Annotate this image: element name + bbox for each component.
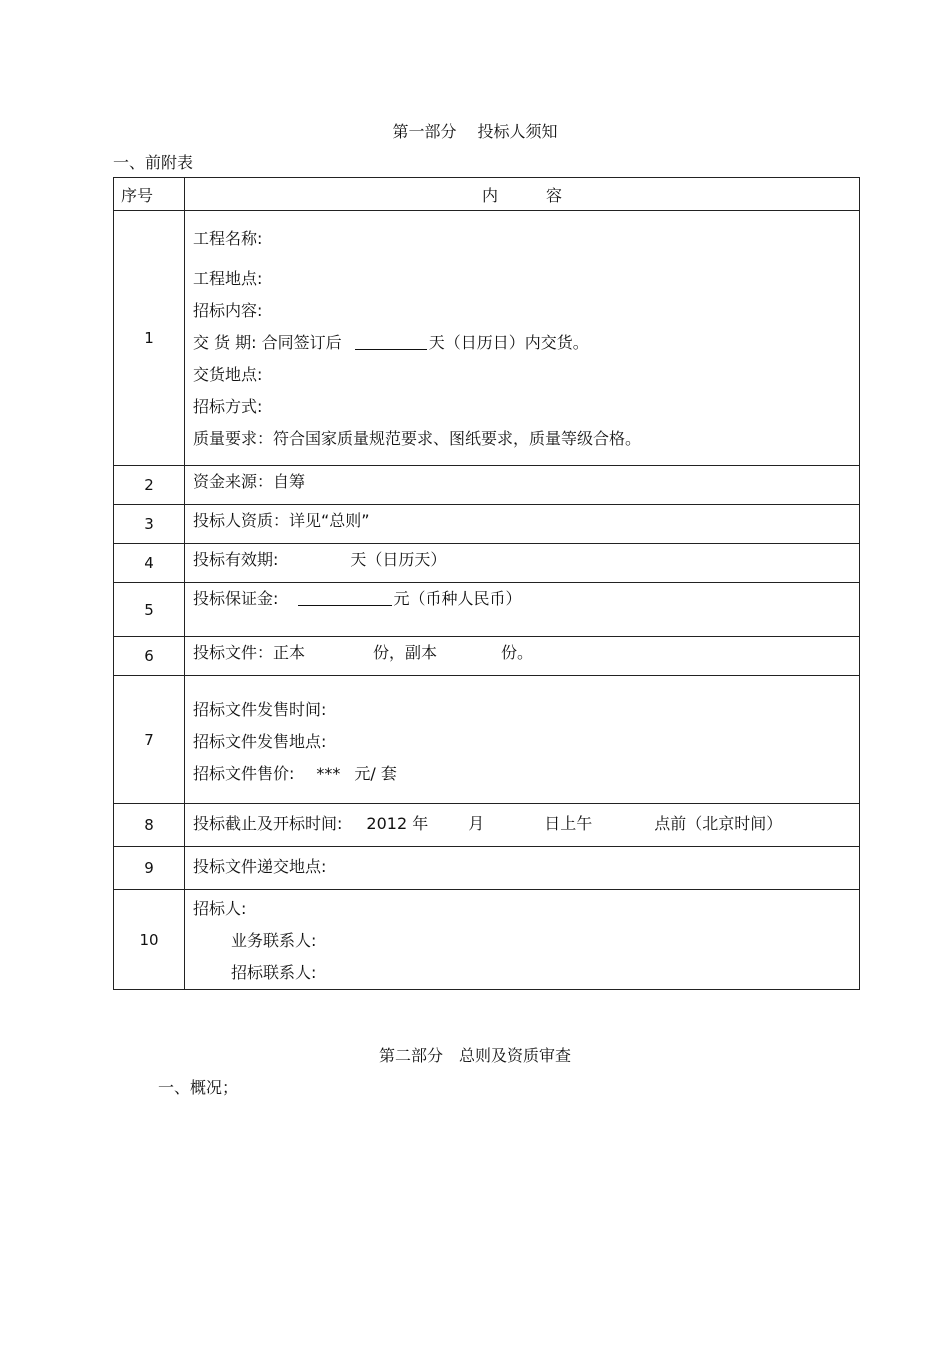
price-value: *** <box>316 764 341 783</box>
table-header-row <box>114 178 860 211</box>
row-content <box>185 637 860 676</box>
tender-content-label: 招标内容: <box>193 301 263 320</box>
row-num: 9 <box>114 847 185 890</box>
tender-method-label: 招标方式: <box>193 397 263 416</box>
deadline-year: 2012 年 <box>366 814 429 833</box>
table-row <box>114 847 860 890</box>
bond-label: 投标保证金: <box>193 589 279 608</box>
table-row <box>114 583 860 637</box>
delivery-label: 交 货 期: <box>193 333 257 352</box>
row-content <box>185 847 860 890</box>
business-contact-label: 业务联系人: <box>231 931 317 950</box>
sale-time-label: 招标文件发售时间: <box>193 700 327 719</box>
info-table <box>113 177 860 990</box>
row-num: 6 <box>114 637 185 676</box>
deadline-month: 月 <box>468 814 485 833</box>
delivery-line <box>193 327 859 359</box>
copies-label: 投标文件：正本 <box>193 643 306 662</box>
validity-unit: 天（日历天） <box>350 550 447 569</box>
table-row <box>114 676 860 804</box>
sale-place-label: 招标文件发售地点: <box>193 732 327 751</box>
price-label: 招标文件售价: <box>193 764 295 783</box>
table-row <box>114 544 860 583</box>
row-content <box>185 583 860 637</box>
quality-requirement: 质量要求：符合国家质量规范要求、图纸要求，质量等级合格。 <box>193 429 642 448</box>
validity-line <box>193 544 859 576</box>
submission-place: 投标文件递交地点: <box>193 857 327 876</box>
table-row <box>114 637 860 676</box>
row-content <box>185 676 860 804</box>
part1-title: 第一部分 投标人须知 <box>392 122 558 141</box>
deadline-day: 日上午 <box>544 814 593 833</box>
copies-line <box>193 637 859 669</box>
part1-section-heading: 一、前附表 <box>113 153 194 172</box>
row-num: 5 <box>114 583 185 637</box>
copies-mid: 份，副本 <box>373 643 438 662</box>
header-num: 序号 <box>114 178 185 211</box>
row-content <box>185 466 860 505</box>
part2-title: 第二部分 总则及资质审查 <box>378 1046 571 1065</box>
delivery-place-label: 交货地点: <box>193 365 263 384</box>
bond-unit: 元（币种人民币） <box>393 589 522 608</box>
row-content <box>185 804 860 847</box>
bidder-qualification: 投标人资质：详见“总则” <box>193 511 370 530</box>
bond-blank <box>298 589 392 606</box>
row-num: 8 <box>114 804 185 847</box>
delivery-pre: 合同签订后 <box>261 333 342 352</box>
project-location-label: 工程地点: <box>193 269 263 288</box>
delivery-blank <box>355 333 427 350</box>
price-line <box>193 758 859 790</box>
bond-line <box>193 583 859 615</box>
deadline-line <box>193 804 859 844</box>
table-row <box>114 211 860 466</box>
row-num: 1 <box>114 211 185 466</box>
project-name-label: 工程名称: <box>193 229 263 248</box>
header-content: 内 容 <box>185 178 860 211</box>
table-row <box>114 890 860 990</box>
row-num: 3 <box>114 505 185 544</box>
table-row <box>114 804 860 847</box>
validity-label: 投标有效期: <box>193 550 279 569</box>
tender-contact-label: 招标联系人: <box>231 963 317 982</box>
row-content <box>185 211 860 466</box>
deadline-hour: 点前（北京时间） <box>654 814 783 833</box>
row-content <box>185 890 860 990</box>
row-content <box>185 544 860 583</box>
row-content <box>185 505 860 544</box>
delivery-post: 天（日历日）内交货。 <box>428 333 589 352</box>
row-num: 7 <box>114 676 185 804</box>
row-num: 4 <box>114 544 185 583</box>
table-row <box>114 505 860 544</box>
deadline-label: 投标截止及开标时间: <box>193 814 343 833</box>
copies-end: 份。 <box>501 643 534 662</box>
fund-source: 资金来源：自筹 <box>193 472 306 491</box>
row-num: 2 <box>114 466 185 505</box>
price-unit: 元/ 套 <box>354 764 397 783</box>
part2-section-heading: 一、概况； <box>158 1078 239 1097</box>
row-num: 10 <box>114 890 185 990</box>
table-row <box>114 466 860 505</box>
tenderer-label: 招标人: <box>193 899 247 918</box>
